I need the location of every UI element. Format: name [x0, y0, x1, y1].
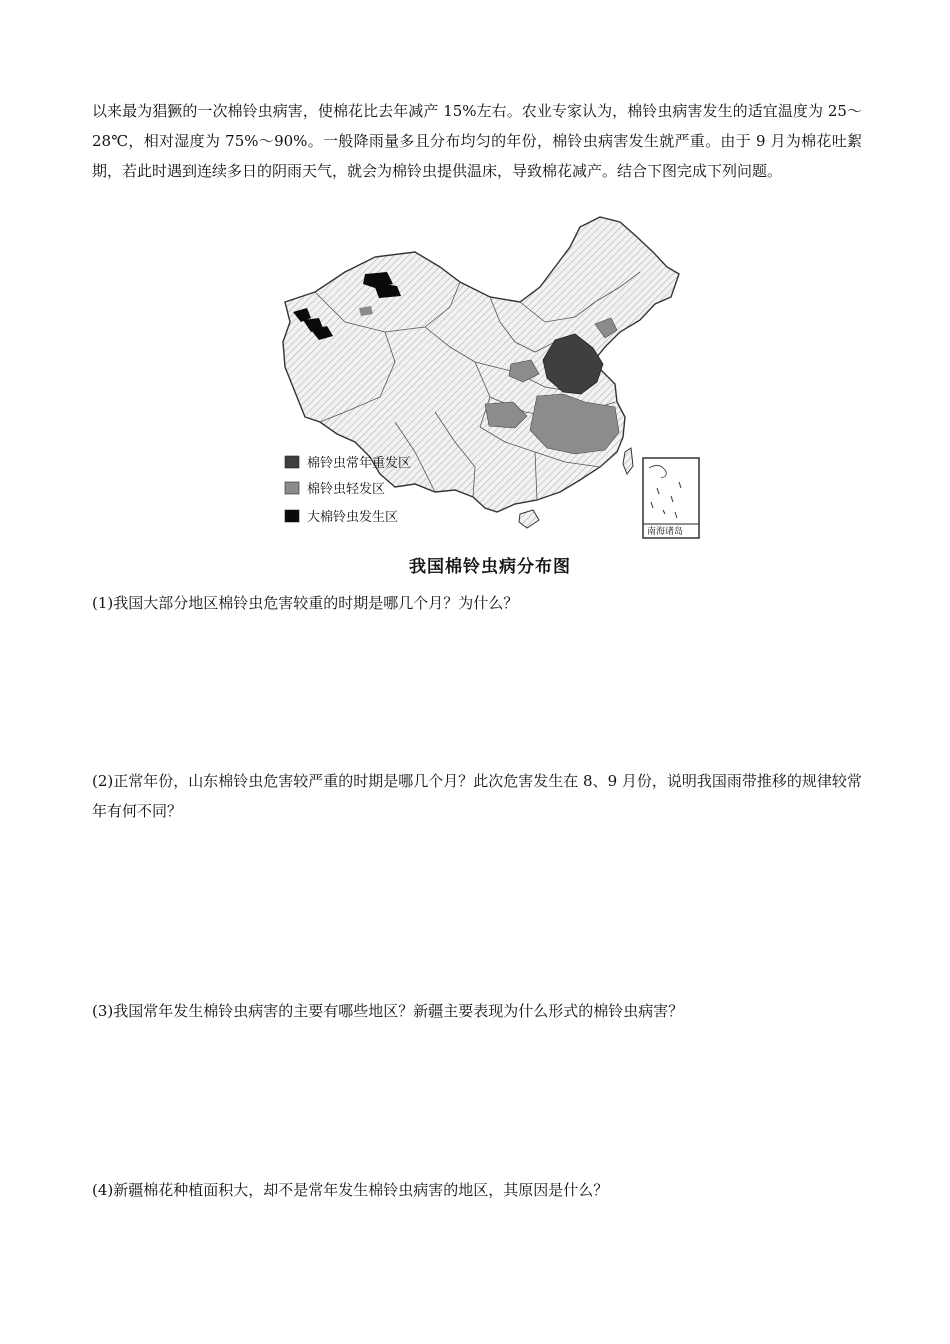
question-2: (2)正常年份，山东棉铃虫危害较严重的时期是哪几个月？此次危害发生在 8、9 月份，说明我国雨带推移的规律较常年有何不同？	[92, 772, 862, 820]
cotton-bollworm-map	[275, 212, 705, 542]
map-caption: 我国棉铃虫病分布图	[409, 557, 571, 577]
map-legend	[285, 455, 411, 525]
inset-label: 南海诸岛	[647, 527, 684, 537]
map-svg	[275, 212, 705, 542]
question-3: (3)我国常年发生棉铃虫病害的主要有哪些地区？新疆主要表现为什么形式的棉铃虫病害？	[92, 1002, 684, 1020]
question-1: (1)我国大部分地区棉铃虫危害较重的时期是哪几个月？为什么？	[92, 594, 519, 612]
south-china-sea-inset	[643, 458, 699, 538]
intro-paragraph: 以来最为猖獗的一次棉铃虫病害，使棉花比去年减产 15%左右。农业专家认为，棉铃虫病害发生的适宜温度为 25～28℃，相对湿度为 75%～90%。一般降雨量多且分布均匀的年份，棉铃虫病害发生就严重。由于 9 月为棉花吐絮期，若此时遇到连续多日的阴雨天气，就会为棉铃虫提供温床，导致棉花减产。结合下图完成下列问题。	[92, 102, 862, 180]
legend-label: 大棉铃虫发生区	[307, 510, 399, 525]
hainan-island	[519, 510, 539, 528]
taiwan-island	[623, 448, 633, 474]
legend-label: 棉铃虫轻发区	[307, 482, 386, 497]
legend-label: 棉铃虫常年重发区	[307, 456, 412, 471]
legend-swatch	[285, 456, 299, 468]
question-4: (4)新疆棉花种植面积大，却不是常年发生棉铃虫病害的地区，其原因是什么？	[92, 1181, 609, 1199]
legend-swatch	[285, 482, 299, 494]
legend-swatch	[285, 510, 299, 522]
